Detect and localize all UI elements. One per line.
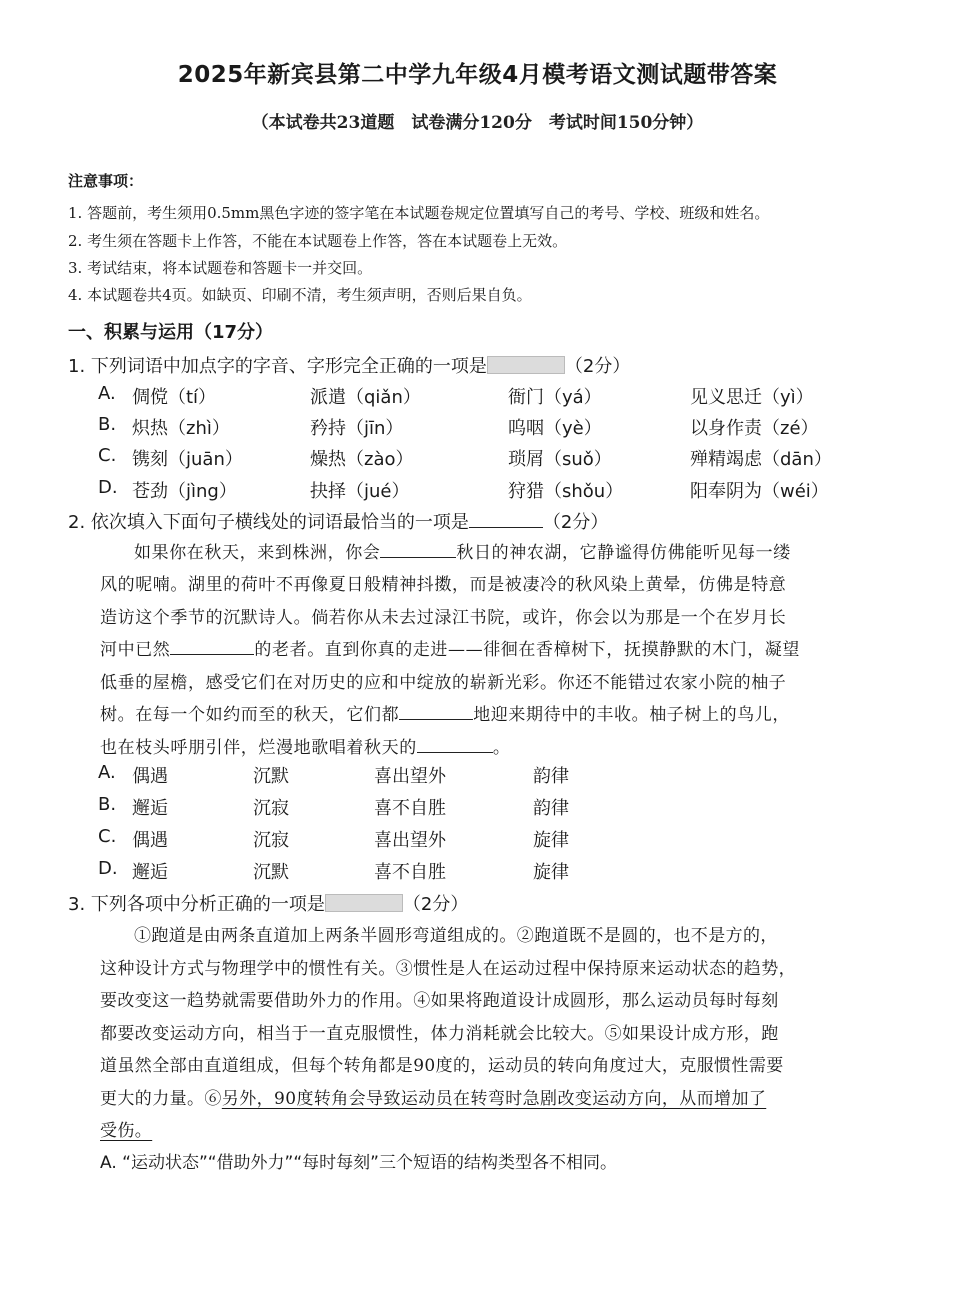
option-item: 衙门（yá） xyxy=(508,387,602,408)
option-item: 派遣（qiǎn） xyxy=(310,387,421,408)
notice-item-3: 3. 考试结束，将本试题卷和答题卡一并交回。 xyxy=(68,259,373,277)
question-2-passage xyxy=(100,537,890,570)
option-item: 喜不自胜 xyxy=(374,798,446,819)
option-item: 殚精竭虑（dān） xyxy=(690,449,832,470)
option-item: 韵律 xyxy=(533,798,569,819)
notice-item-2: 2. 考生须在答题卡上作答，不能在本试题卷上作答，答在本试题卷上无效。 xyxy=(68,232,568,250)
passage-line: 风的呢喃。湖里的荷叶不再像夏日般精神抖擞，而是被凄冷的秋风染上黄晕，仿佛是特意 xyxy=(100,575,787,595)
option-item: 呜咽（yè） xyxy=(508,418,602,439)
fill-blank xyxy=(170,640,254,655)
notice-item-1: 1. 答题前，考生须用0.5mm黑色字迹的签字笔在本试题卷规定位置填写自己的考号、学校、班级和姓名。 xyxy=(68,204,770,222)
passage-line: 都要改变运动方向，相当于一直克服惯性，体力消耗就会比较大。⑤如果设计成方形，跑 xyxy=(100,1023,779,1044)
underlined-sentence: 另外，90度转角会导致运动员在转弯时急剧改变运动方向，从而增加了 xyxy=(221,1088,767,1109)
option-item: 苍劲（jìng） xyxy=(132,481,237,502)
option-item: 琐屑（suǒ） xyxy=(508,449,612,470)
option-item: 邂逅 xyxy=(132,798,168,819)
option-item: 喜出望外 xyxy=(374,830,446,851)
question-2-passage-cont xyxy=(100,569,890,764)
question-3-stem xyxy=(68,890,468,916)
question-3-passage xyxy=(100,920,890,1148)
passage-line xyxy=(100,1115,890,1148)
passage-line: 这种设计方式与物理学中的惯性有关。③惯性是人在运动过程中保持原来运动状态的趋势， xyxy=(100,958,796,979)
option-item: 见义思迁（yì） xyxy=(690,387,814,408)
passage-line: 道虽然全部由直道组成，但每个转角都是90度的，运动员的转向角度过大，克服惯性需要 xyxy=(100,1056,784,1076)
option-item: 沉默 xyxy=(253,766,289,787)
passage-line: 低垂的屋檐，感受它们在对历史的应和中绽放的崭新光彩。你还不能错过农家小院的柚子 xyxy=(100,672,787,693)
option-item: 沉寂 xyxy=(253,798,289,819)
passage-line: 河中已然 的老者。直到你真的走进——徘徊在香樟树下，抚摸静默的木门，凝望 xyxy=(100,640,801,660)
question-3-text: 3. 下列各项中分析正确的一项是 xyxy=(68,894,325,915)
fill-blank xyxy=(380,543,456,558)
passage-line: 要改变这一趋势就需要借助外力的作用。④如果将跑道设计成圆形，那么运动员每时每刻 xyxy=(100,991,779,1011)
option-item: 阳奉阴为（wéi） xyxy=(690,481,829,502)
option-item: 以身作责（zé） xyxy=(690,418,819,439)
underlined-sentence-end: 受伤。 xyxy=(100,1121,153,1141)
question-2-stem xyxy=(68,508,608,534)
option-label: B. xyxy=(98,794,117,815)
option-item: 镌刻（juān） xyxy=(132,449,243,470)
question-2-score: （2分） xyxy=(542,512,609,533)
passage-line: 更大的力量。⑥另外，90度转角会导致运动员在转弯时急剧改变运动方向，从而增加了 xyxy=(100,1088,767,1109)
answer-blank xyxy=(325,894,403,912)
answer-blank xyxy=(487,356,565,374)
option-item: 狩猎（shǒu） xyxy=(508,481,624,502)
option-label: C. xyxy=(98,445,117,466)
option-label: B. xyxy=(98,414,117,435)
option-item: 炽热（zhì） xyxy=(132,418,230,439)
option-item: 韵律 xyxy=(533,766,569,787)
answer-blank xyxy=(469,513,543,528)
question-1-stem xyxy=(68,352,630,378)
passage-line: 树。在每一个如约而至的秋天，它们都 地迎来期待中的丰收。柚子树上的鸟儿， xyxy=(100,705,791,725)
fill-blank xyxy=(399,705,473,720)
option-item: 抉择（jué） xyxy=(310,481,410,502)
question-1-text: 1. 下列词语中加点字的字音、字形完全正确的一项是 xyxy=(68,356,487,377)
option-item: 燥热（zào） xyxy=(310,449,414,470)
option-label: A. xyxy=(98,383,116,404)
option-item: 喜不自胜 xyxy=(374,862,446,883)
option-item: 邂逅 xyxy=(132,862,168,883)
page-subtitle: （本试卷共23道题 试卷满分120分 考试时间150分钟） xyxy=(251,113,704,133)
notice-item-4: 4. 本试题卷共4页。如缺页、印刷不清，考生须声明，否则后果自负。 xyxy=(68,286,532,304)
option-label: A. xyxy=(98,762,116,783)
option-item: 倜傥（tí） xyxy=(132,387,217,408)
option-item: 沉寂 xyxy=(253,830,289,851)
option-item: 沉默 xyxy=(253,862,289,883)
option-label: D. xyxy=(98,477,118,498)
notice-heading: 注意事项： xyxy=(68,172,144,190)
option-item: 矜持（jīn） xyxy=(310,418,404,439)
question-1-score: （2分） xyxy=(564,356,631,377)
page-title: 2025年新宾县第二中学九年级4月模考语文测试题带答案 xyxy=(177,62,778,88)
option-item: 偶遇 xyxy=(132,766,168,787)
passage-line: 如果你在秋天，来到株洲，你会 秋日的神农湖，它静谧得仿佛能听见每一缕 xyxy=(134,543,791,563)
question-2-text: 2. 依次填入下面句子横线处的词语最恰当的一项是 xyxy=(68,512,469,533)
option-item: 偶遇 xyxy=(132,830,168,851)
option-label: D. xyxy=(98,858,118,879)
passage-line: 也在枝头呼朋引伴，烂漫地歌唱着秋天的 。 xyxy=(100,737,511,758)
passage-line: 造访这个季节的沉默诗人。倘若你从未去过渌江书院，或许，你会以为那是一个在岁月长 xyxy=(100,607,787,628)
section-heading-1: 一、积累与运用（17分） xyxy=(68,322,274,343)
option-item: 旋律 xyxy=(533,862,569,883)
option-label: C. xyxy=(98,826,117,847)
option-item: 喜出望外 xyxy=(374,766,446,787)
passage-line: ①跑道是由两条直道加上两条半圆形弯道组成的。②跑道既不是圆的，也不是方的， xyxy=(134,926,778,946)
fill-blank xyxy=(417,738,493,753)
question-3-score: （2分） xyxy=(402,894,469,915)
option-item: 旋律 xyxy=(533,830,569,851)
question-3-option-a: A. “运动状态”“借助外力”“每时每刻”三个短语的结构类型各不相同。 xyxy=(100,1153,617,1173)
